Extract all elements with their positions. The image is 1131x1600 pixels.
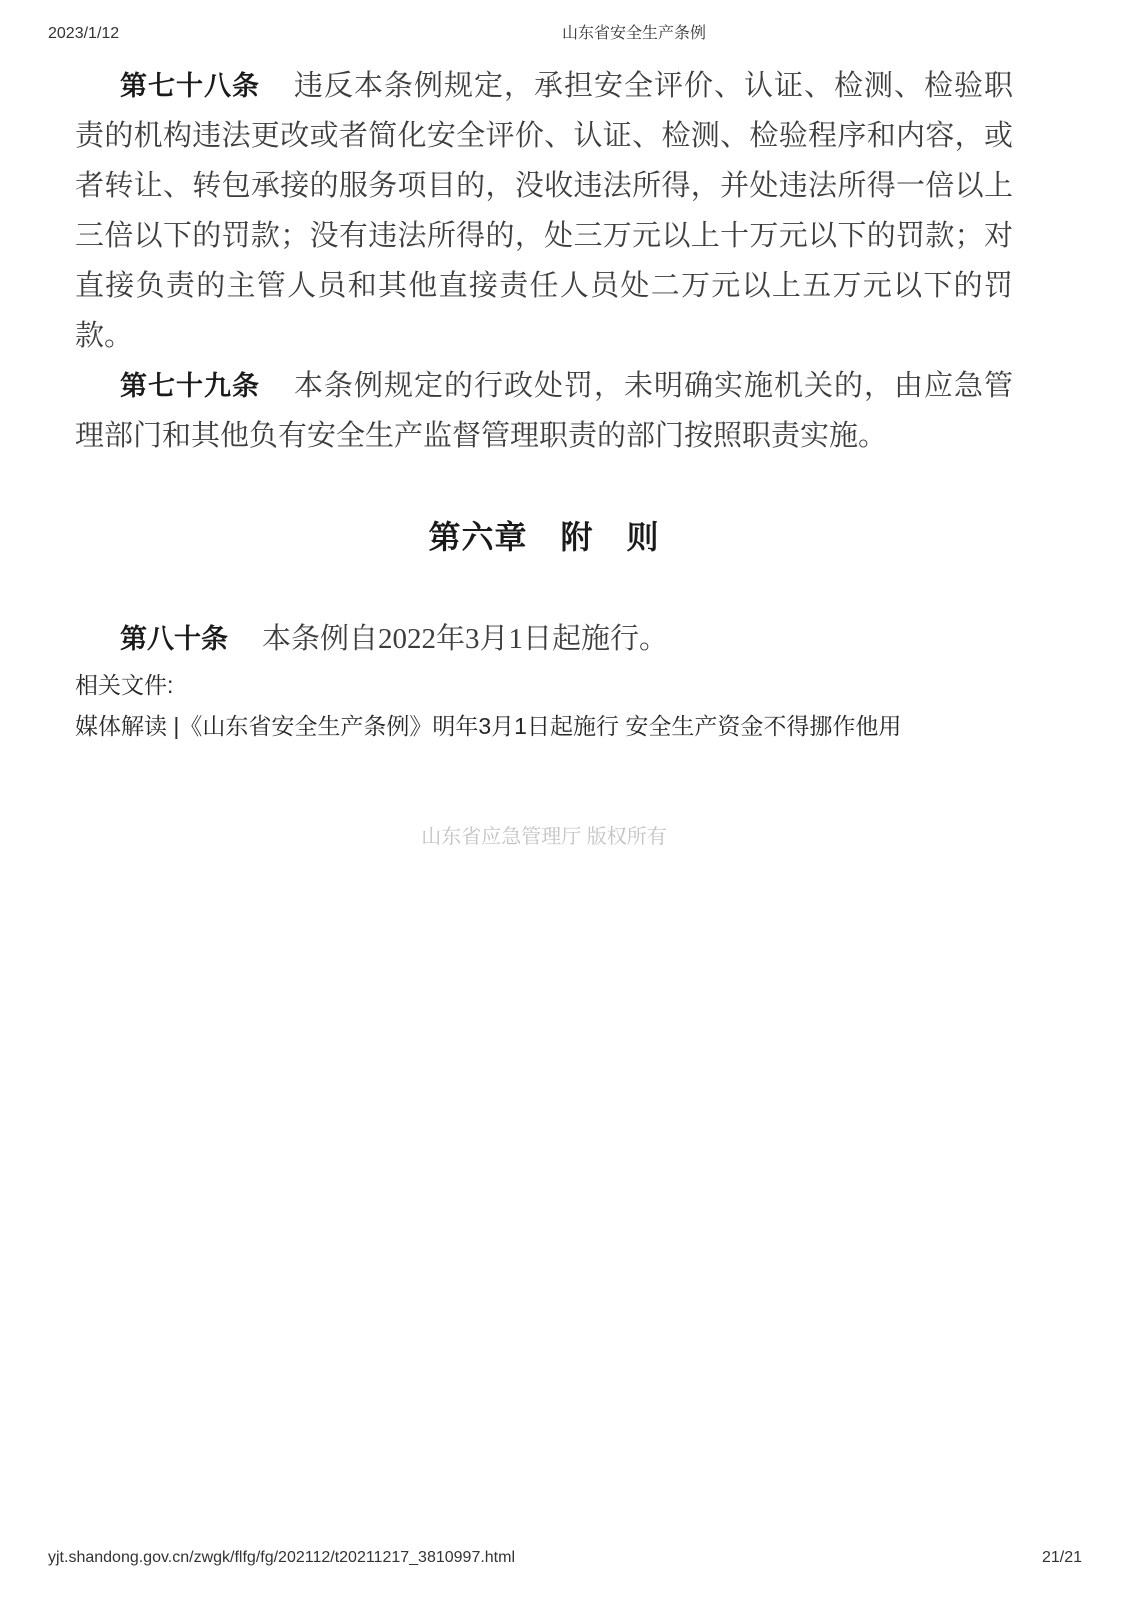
article-78-text: 违反本条例规定，承担安全评价、认证、检测、检验职责的机构违法更改或者简化安全评价、认证、检测、检验程序和内容，或者转让、转包承接的服务项目的，没收违法所得，并处违法所得一倍以上三倍以下的罚款；没有违法所得的，处三万元以上十万元以下的罚款；对直接负责的主管人员和其他直接责任人员处二万元以上五万元以下的罚款。: [75, 70, 1013, 352]
footer-url: yjt.shandong.gov.cn/zwgk/flfg/fg/202112/t20211217_3810997.html: [48, 1549, 516, 1566]
article-79-paragraph: [75, 361, 1013, 461]
footer-page-number: 21/21: [1041, 1549, 1082, 1566]
article-79-text: 本条例规定的行政处罚，未明确实施机关的，由应急管理部门和其他负有安全生产监督管理职责的部门按照职责实施。: [75, 370, 1013, 452]
print-header: [48, 24, 1083, 44]
chapter-heading: 第六章 附 则: [428, 519, 660, 555]
print-footer: [48, 1549, 1082, 1567]
article-80-paragraph: [75, 614, 1013, 664]
article-79-label: 第七十九条: [120, 371, 260, 401]
article-78-label: 第七十八条: [120, 71, 260, 101]
document-body: [75, 61, 1013, 850]
header-date: 2023/1/12: [48, 25, 120, 42]
header-title: 山东省安全生产条例: [562, 25, 707, 42]
related-article-link[interactable]: 媒体解读 |《山东省安全生产条例》明年3月1日起施行 安全生产资金不得挪作他用: [75, 713, 902, 739]
related-files-label: 相关文件:: [75, 672, 174, 698]
article-80-label: 第八十条: [120, 624, 228, 654]
article-80-text: 本条例自2022年3月1日起施行。: [262, 623, 669, 655]
copyright-watermark: 山东省应急管理厅 版权所有: [421, 826, 667, 848]
article-78-paragraph: [75, 61, 1013, 361]
